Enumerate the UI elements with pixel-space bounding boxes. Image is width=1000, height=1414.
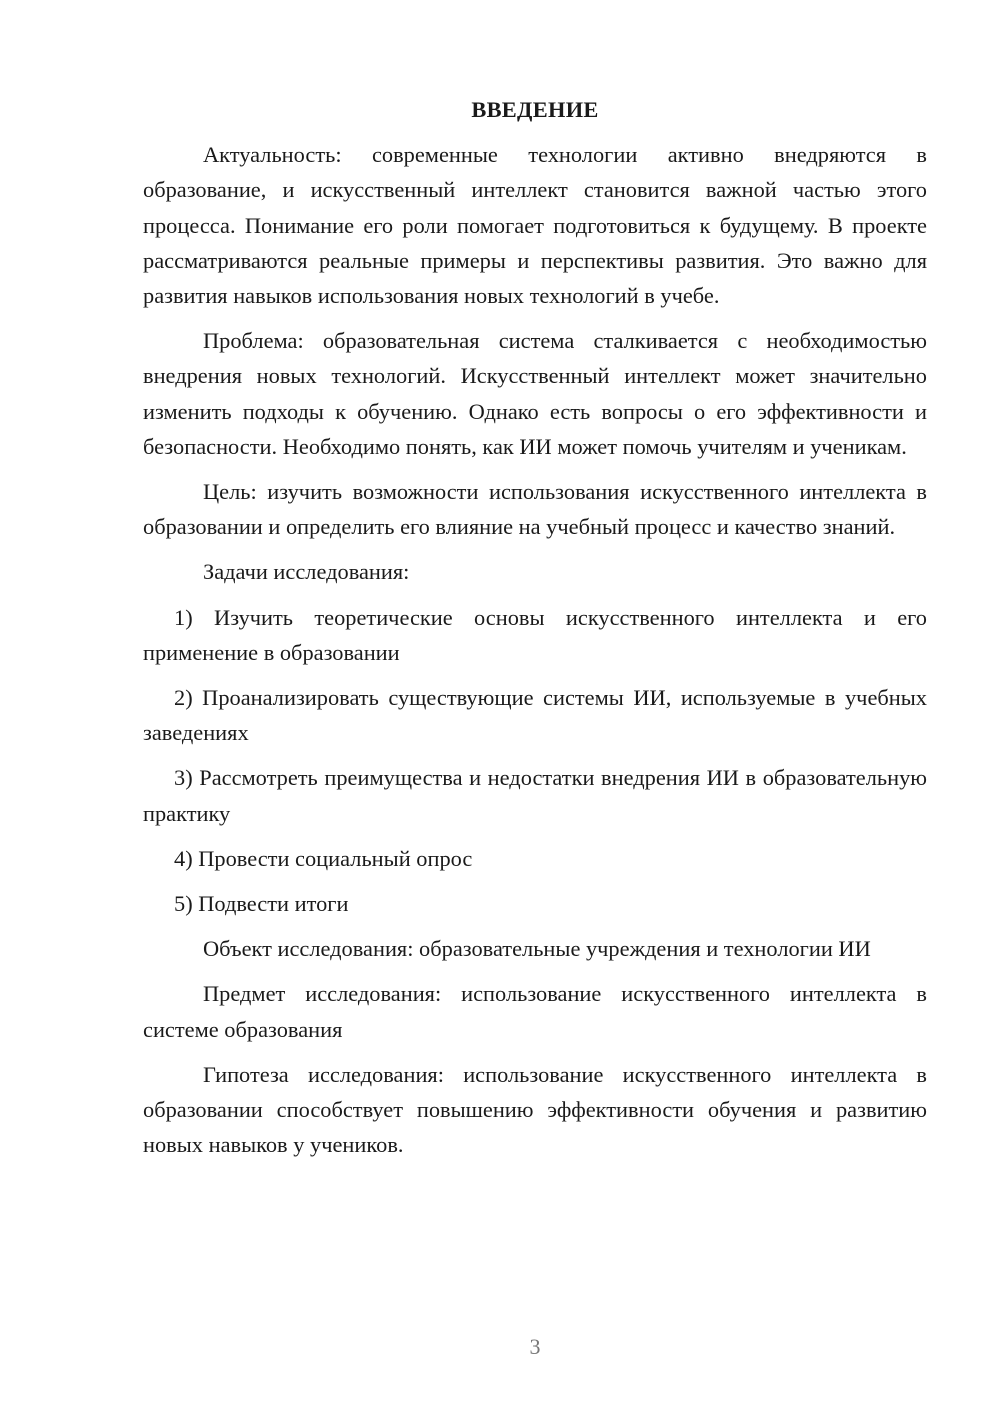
task-item-2: 2) Проанализировать существующие системы ИИ, используемые в учебных заведениях — [143, 685, 927, 746]
subject-paragraph: Предмет исследования: использование искусственного интеллекта в системе образования — [143, 981, 927, 1042]
task-item-1: 1) Изучить теоретические основы искусственного интеллекта и его применение в образовании — [143, 604, 927, 665]
goal-paragraph: Цель: изучить возможности использования искусственного интеллекта в образовании и определить его влияние на учебный процесс и качество знаний. — [143, 479, 927, 540]
document-body — [143, 92, 927, 1172]
tasks-heading: Задачи исследования: — [203, 559, 410, 585]
hypothesis-paragraph: Гипотеза исследования: использование искусственного интеллекта в образовании способствует повышению эффективности обучения и развитию новых навыков у учеников. — [143, 1061, 927, 1158]
relevance-paragraph: Актуальность: современные технологии активно внедряются в образование, и искусственный интеллект становится важной частью этого процесса. Понимание его роли помогает подготовиться к будущему. В проекте рассматриваются реальные примеры и перспективы развития. Это важно для развития навыков использования новых технологий в учебе. — [143, 142, 927, 309]
task-item-5: 5) Подвести итоги — [174, 891, 349, 917]
task-item-4: 4) Провести социальный опрос — [174, 845, 473, 871]
object-paragraph: Объект исследования: образовательные учреждения и технологии ИИ — [203, 936, 871, 962]
page-title: ВВЕДЕНИЕ — [471, 97, 599, 122]
task-item-3: 3) Рассмотреть преимущества и недостатки внедрения ИИ в образовательную практику — [143, 765, 927, 826]
problem-paragraph: Проблема: образовательная система сталкивается с необходимостью внедрения новых технологий. Искусственный интеллект может значительно изменить подходы к обучению. Однако есть вопросы о его эффективности и безопасности. Необходимо понять, как ИИ может помочь учителям и ученикам. — [143, 328, 927, 459]
page-number: 3 — [529, 1334, 541, 1359]
